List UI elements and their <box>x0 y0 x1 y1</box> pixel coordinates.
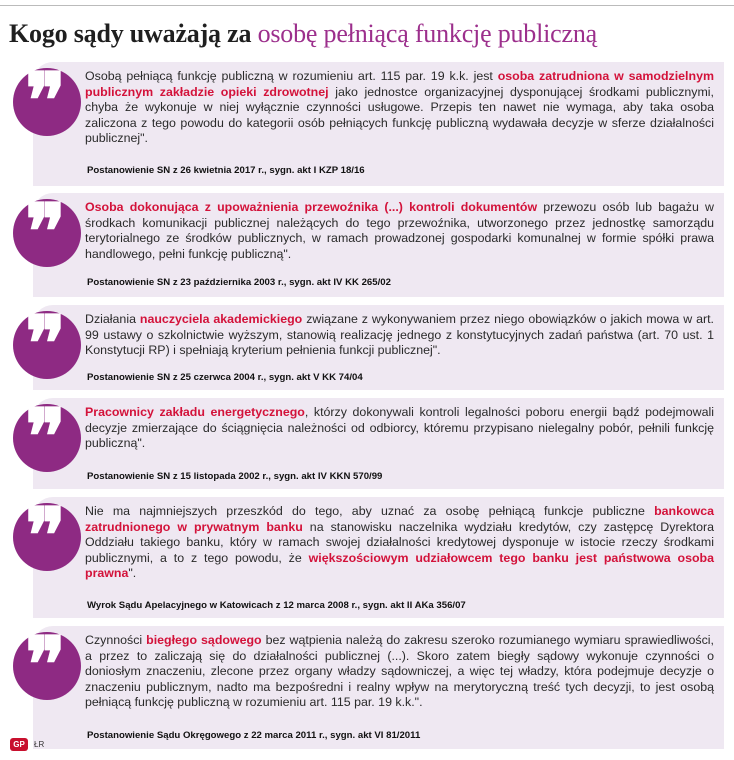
quote-mark-icon <box>13 495 81 579</box>
text-segment: Czynności <box>85 633 147 647</box>
text-segment: jako jednostce organizacyjnej dysponującej środkami publicznymi, chyba że wykonuje w niej wyłącznie czynności usługowe. Przepis ten nawet nie wymaga, aby taka osoba zaliczona z tego powodu do kategorii osób pełniących funkcję publiczną wydawała decyzje w sferze działalności publicznej". <box>85 84 714 145</box>
top-rule <box>0 5 734 6</box>
ruling-source: Wyrok Sądu Apelacyjnego w Katowicach z 12 marca 2008 r., sygn. akt II AKa 356/07 <box>87 600 466 611</box>
highlighted-phrase: Osoba dokonująca z upoważnienia przewoźnika (...) kontroli dokumentów <box>85 200 538 214</box>
publisher-logo: GP <box>10 738 28 751</box>
ruling-source: Postanowienie Sądu Okręgowego z 22 marca 2011 r., sygn. akt VI 81/2011 <box>87 730 421 741</box>
quote-glyph: ❞ <box>25 624 60 708</box>
highlighted-phrase: biegłego sądowego <box>146 633 262 647</box>
ruling-card <box>13 626 724 749</box>
highlighted-phrase: Pracownicy zakładu energetycznego <box>85 405 305 419</box>
text-segment: ". <box>128 566 137 580</box>
ruling-source: Postanowienie SN z 23 października 2003 r., sygn. akt IV KK 265/02 <box>87 277 391 288</box>
quote-glyph: ❞ <box>25 495 60 579</box>
quote-mark-icon <box>13 60 81 144</box>
title-accent: osobę pełniącą funkcję publiczną <box>257 19 597 48</box>
highlighted-phrase: większościowym udziałowcem tego banku jest państwowa osoba prawna <box>85 550 714 580</box>
page-title <box>9 19 597 49</box>
highlighted-phrase: bankowca zatrudnionego w prywatnym banku <box>85 504 714 534</box>
text-segment: Osobą pełniącą funkcję publiczną w rozumieniu art. 115 par. 19 k.k. jest <box>85 69 498 83</box>
quote-glyph: ❞ <box>25 303 60 387</box>
ruling-text <box>85 200 714 262</box>
ruling-source: Postanowienie SN z 15 listopada 2002 r., sygn. akt IV KKN 570/99 <box>87 471 383 482</box>
quote-glyph: ❞ <box>25 191 60 275</box>
author-credit: ŁR <box>34 740 45 749</box>
quote-mark-icon <box>13 303 81 387</box>
ruling-card <box>13 193 724 297</box>
text-segment: , którzy dokonywali kontroli legalności poboru energii bądź podejmowali decyzje zmierzające do ściągnięcia należności od odbiorcy, któremu przypisano nielegalny pobór, pełnili funkcję publiczną". <box>85 405 714 450</box>
quote-glyph: ❞ <box>25 396 60 480</box>
ruling-card <box>13 398 724 489</box>
ruling-card <box>13 62 724 186</box>
highlighted-phrase: nauczyciela akademickiego <box>139 312 303 326</box>
text-segment: Nie ma najmniejszych przeszkód do tego, aby uznać za osobę pełniącą funkcje publiczne <box>85 504 655 518</box>
text-segment: Działania <box>85 312 140 326</box>
footer <box>10 738 44 751</box>
quote-mark-icon <box>13 624 81 708</box>
ruling-source: Postanowienie SN z 26 kwietnia 2017 r., sygn. akt I KZP 18/16 <box>87 165 365 176</box>
ruling-text <box>85 312 714 359</box>
ruling-card <box>13 305 724 390</box>
text-segment: związane z wykonywaniem przez niego obowiązków o jakich mowa w art. 99 ustawy o szkolnictwie wyższym, stanowią realizację jednego z konstytucyjnych zadań państwa (art. 70 ust. 1 Konstytucji RP) i spełniają kryterium pełnienia funkcji publicznej". <box>85 312 714 357</box>
quote-mark-icon <box>13 396 81 480</box>
ruling-source: Postanowienie SN z 25 czerwca 2004 r., sygn. akt V KK 74/04 <box>87 372 363 383</box>
ruling-text <box>85 633 714 711</box>
ruling-text <box>85 504 714 582</box>
text-segment: bez wątpienia należą do zakresu szeroko rozumianego wymiaru sprawiedliwości, a przez to zaliczają się do działalności publicznej (...). Skoro zatem biegły sądowy wykonuje czynności o doniosłym znaczeniu, zlecone przez organy władzy sądowniczej, a więc tej władzy, która podejmuje decyzje o znaczeniu publicznym, nadto ma bezpośredni i realny wpływ na merytoryczną treść tych decyzji, to jest osobą pełniącą funkcję publiczną w rozumieniu art. 115 par. 19 k.k.". <box>85 633 714 709</box>
text-segment: na stanowisku naczelnika wydziału kredytów, czy zastępcę Dyrektora Oddziału takiego banku, który w ramach swojej działalności kredytowej dysponuje w istocie rzeczy środkami publicznymi, a to z tego powodu, że <box>85 519 715 565</box>
title-main: Kogo sądy uważają za <box>9 19 258 48</box>
highlighted-phrase: osoba zatrudniona w samodzielnym publicznym zakładzie opieki zdrowotnej <box>85 69 714 99</box>
text-segment: przewozu osób lub bagażu w środkach komunikacji publicznej należących do tego przewoźnika, utworzonego przez jednostkę samorządu terytorialnego ze środków publicznych, w ramach prowadzonej gospodarki komunalnej w formie spółki prawa handlowego, pełni funkcję publiczną". <box>85 200 715 261</box>
ruling-text <box>85 69 714 147</box>
ruling-card <box>13 497 724 618</box>
ruling-text <box>85 405 714 452</box>
quote-glyph: ❞ <box>25 60 60 144</box>
quote-mark-icon <box>13 191 81 275</box>
